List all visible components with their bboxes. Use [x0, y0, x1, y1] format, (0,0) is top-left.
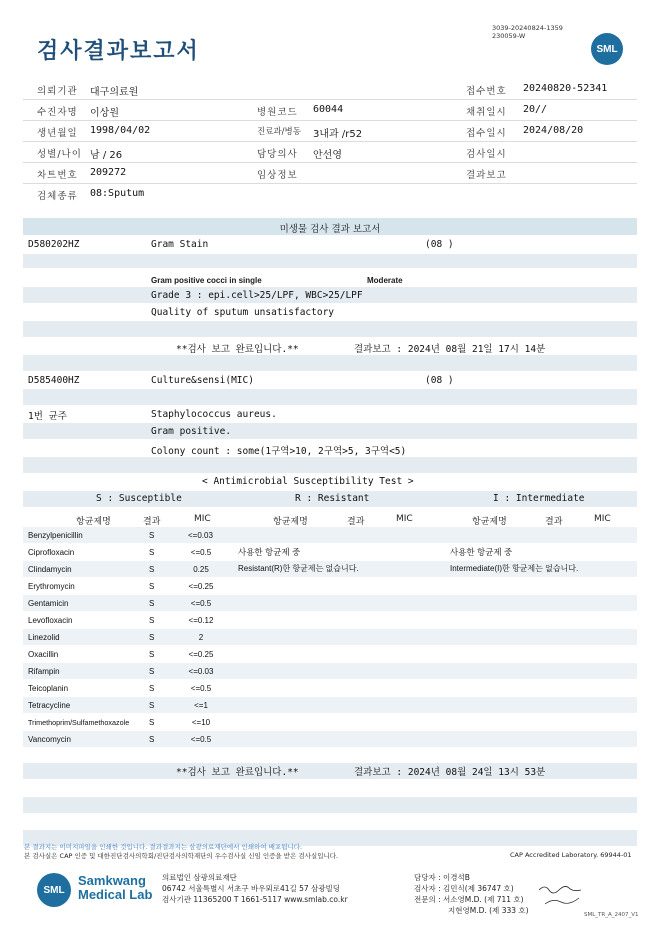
dept-label: 진료과/병동 [257, 127, 301, 137]
antibiotic-name: Levofloxacin [28, 616, 73, 625]
staff-manager: 담당자 : 이경석B [414, 873, 470, 882]
stripe [23, 389, 637, 405]
chart-no-label: 차트번호 [37, 170, 78, 181]
antibiotic-mic: <=0.25 [188, 582, 214, 591]
strain-label: 1번 균주 [28, 411, 67, 422]
antibiotic-result: S [149, 667, 155, 676]
company-info [162, 872, 348, 905]
col-header-drug: 항균제명 [76, 517, 111, 527]
specimen-value: 08:Sputum [90, 188, 145, 199]
sex-age-label: 성별/나이 [37, 149, 82, 160]
legend-intermediate: I : Intermediate [493, 493, 585, 504]
cap-accredited: CAP Accredited Laboratory. 69944-01 [510, 851, 632, 859]
report-time-1: 결과보고 : 2024년 08월 21일 17시 14분 [354, 344, 546, 355]
antibiotic-name: Erythromycin [28, 582, 75, 591]
dept-value: 3내과 /r52 [313, 129, 363, 140]
col-header-mic-3: MIC [594, 514, 611, 524]
antibiotic-result: S [149, 616, 155, 625]
col-header-result-2: 결과 [347, 517, 365, 527]
col-header-result: 결과 [143, 517, 161, 527]
antibiotic-result: S [149, 633, 155, 642]
info-row-6 [23, 184, 637, 204]
legend-susceptible: S : Susceptible [96, 493, 182, 504]
antibiotic-name: Rifampin [28, 667, 60, 676]
antibiotic-result: S [149, 684, 155, 693]
birth-label: 생년월일 [37, 128, 78, 139]
report-time-2: 결과보고 : 2024년 08월 24일 13시 53분 [354, 767, 546, 778]
complete-message-1: **검사 보고 완료입니다.** [176, 344, 299, 355]
antibiotic-result: S [149, 735, 155, 744]
antibiotic-mic: <=0.03 [188, 667, 214, 676]
section-title-bar [23, 218, 637, 235]
gram-test-code: D580202HZ [28, 239, 80, 250]
gram-specimen-code: (08 ) [425, 239, 454, 250]
legend-resistant: R : Resistant [295, 493, 370, 504]
col-header-mic: MIC [194, 514, 211, 524]
gram-grade: Moderate [367, 276, 403, 285]
info-row-2 [23, 100, 637, 121]
antibiotic-name: Gentamicin [28, 599, 69, 608]
antibiotic-result: S [149, 565, 155, 574]
form-code: SML_TR_A_2407_V1 [584, 912, 639, 918]
table-row-band [23, 595, 637, 611]
grade-line: Grade 3 : epi.cell>25/LPF, WBC>25/LPF [151, 290, 363, 301]
table-row-band [23, 697, 637, 713]
antibiotic-result: S [149, 718, 155, 727]
abx-first-result: S [149, 531, 155, 540]
company-name-line1: Samkwang [78, 873, 146, 888]
name-label: 수진자명 [37, 107, 78, 118]
gram-result: Gram positive. [151, 426, 232, 437]
signature-icon [535, 880, 595, 910]
staff-specialist-2: 지현영M.D. (제 333 호) [448, 906, 529, 915]
footer-note-1: 본 결과지는 이미지파일을 인쇄한 것입니다. 결과결과지는 삼광의료재단에서 인쇄하여 배포됩니다. [24, 843, 303, 851]
sml-logo-icon: SML [591, 33, 623, 65]
culture-test-code: D585400HZ [28, 375, 80, 386]
document-id [492, 25, 563, 40]
table-row-band [23, 731, 637, 747]
section-title: 미생물 검사 결과 보고서 [279, 224, 381, 235]
antibiotic-name: Oxacillin [28, 650, 59, 659]
antibiotic-name: Clindamycin [28, 565, 72, 574]
note-used-1: 사용한 항균제 중 [238, 547, 301, 557]
staff-block [414, 872, 529, 916]
sex-age-value: 남 / 26 [90, 150, 123, 161]
receipt-no-label: 접수번호 [466, 86, 507, 97]
result-report-label: 결과보고 [466, 170, 507, 181]
chart-no-value: 209272 [90, 167, 127, 178]
exam-date-label: 검사일시 [466, 149, 507, 160]
doctor-label: 담당의사 [257, 149, 298, 160]
culture-specimen-code: (08 ) [425, 375, 454, 386]
receipt-date-value: 2024/08/20 [523, 125, 584, 136]
stripe [23, 321, 637, 337]
note-resistant: Resistant(R)한 항균제는 없습니다. [238, 564, 359, 573]
name-value: 이상원 [90, 108, 119, 119]
antibiotic-name: Tetracycline [28, 701, 71, 710]
antibiotic-name: Benzylpenicillin [28, 531, 83, 540]
staff-examiner: 검사자 : 김민식(제 36747 호) [414, 884, 514, 893]
company-contact: 검사기관 11365200 T 1661-5117 www.smlab.co.kr [162, 895, 348, 904]
abx-first-mic: <=0.03 [188, 531, 213, 540]
col-header-mic-2: MIC [396, 514, 413, 524]
culture-test-name: Culture&sensi(MIC) [151, 375, 254, 386]
receipt-no-value: 20240820-52341 [523, 83, 608, 94]
stripe [23, 423, 637, 439]
table-row-band [23, 527, 637, 543]
antibiotic-mic: <=1 [194, 701, 208, 710]
specimen-label: 검체종류 [37, 191, 78, 202]
antibiotic-result: S [149, 582, 155, 591]
clinical-label: 임상정보 [257, 170, 298, 181]
antibiotic-name: Trimethoprim/Sulfamethoxazole [28, 718, 130, 727]
stripe [23, 355, 637, 371]
report-title: 검사결과보고서 [37, 39, 200, 64]
antibiotic-mic: <=0.5 [190, 599, 212, 608]
footer-note-2: 본 검사실은 CAP 인증 및 대한진단검사의학회/진단검사의학재단의 우수검사실 신임 인증을 받은 검사실입니다. [24, 852, 339, 860]
antibiotic-name: Teicoplanin [28, 684, 69, 693]
table-row-band [23, 663, 637, 679]
ast-title: < Antimicrobial Susceptibility Test > [202, 476, 414, 487]
company-name-line2: Medical Lab [78, 887, 153, 902]
antibiotic-result: S [149, 650, 155, 659]
note-intermediate: Intermediate(I)한 항균제는 없습니다. [450, 564, 579, 573]
company-logo-text [78, 874, 152, 902]
gram-finding: Gram positive cocci in single [151, 276, 262, 285]
document-id-line1: 3039-20240824-1359 [492, 24, 563, 32]
institution-value: 대구의료원 [90, 87, 139, 98]
note-used-2: 사용한 항균제 중 [450, 547, 513, 557]
col-header-result-3: 결과 [545, 517, 563, 527]
antibiotic-mic: <=0.25 [188, 650, 214, 659]
antibiotic-mic: <=0.5 [190, 735, 212, 744]
company-address: 06742 서울특별시 서초구 바우뫼로41길 57 삼광빌딩 [162, 884, 341, 893]
info-row-5 [23, 163, 637, 184]
institution-label: 의뢰기관 [37, 86, 78, 97]
collect-date-label: 채취일시 [466, 107, 507, 118]
staff-specialist-1: 서소영M.D. (제 711 호) [443, 895, 524, 904]
antibiotic-mic: <=10 [191, 718, 211, 727]
stripe [23, 254, 637, 268]
document-id-line2: 230059-W [492, 31, 526, 40]
staff-specialist-row [414, 894, 529, 905]
stripe [23, 797, 637, 813]
info-row-4 [23, 142, 637, 163]
table-row-band [23, 629, 637, 645]
company-korean-name: 의료법인 삼광의료재단 [162, 873, 237, 882]
antibiotic-name: Ciprofloxacin [28, 548, 75, 557]
antibiotic-mic: <=0.12 [188, 616, 214, 625]
hospital-code-label: 병원코드 [257, 107, 298, 118]
info-row-3 [23, 121, 637, 142]
stripe [23, 457, 637, 473]
col-header-drug-2: 항균제명 [273, 517, 308, 527]
antibiotic-result: S [149, 599, 155, 608]
receipt-date-label: 접수일시 [466, 128, 507, 139]
antibiotic-mic: <=0.5 [190, 684, 212, 693]
antibiotic-mic: 2 [198, 633, 204, 642]
organism: Staphylococcus aureus. [151, 409, 277, 420]
collect-date-value: 20// [523, 104, 548, 115]
staff-specialist-label: 전문의 : [414, 895, 441, 904]
colony-count: Colony count : some(1구역>10, 2구역>5, 3구역<5) [151, 446, 407, 457]
antibiotic-mic: <=0.5 [190, 548, 212, 557]
info-row-1 [23, 79, 637, 100]
antibiotic-name: Vancomycin [28, 735, 71, 744]
antibiotic-name: Linezolid [28, 633, 60, 642]
gram-test-name: Gram Stain [151, 239, 209, 250]
antibiotic-result: S [149, 701, 155, 710]
birth-value: 1998/04/02 [90, 125, 151, 136]
complete-message-2: **검사 보고 완료입니다.** [176, 767, 299, 778]
col-header-drug-3: 항균제명 [472, 517, 507, 527]
antibiotic-result: S [149, 548, 155, 557]
footer-sml-logo-icon: SML [37, 873, 71, 907]
doctor-value: 안선영 [313, 150, 342, 161]
antibiotic-mic: 0.25 [193, 565, 209, 574]
hospital-code-value: 60044 [313, 104, 344, 115]
quality-line: Quality of sputum unsatisfactory [151, 307, 335, 318]
